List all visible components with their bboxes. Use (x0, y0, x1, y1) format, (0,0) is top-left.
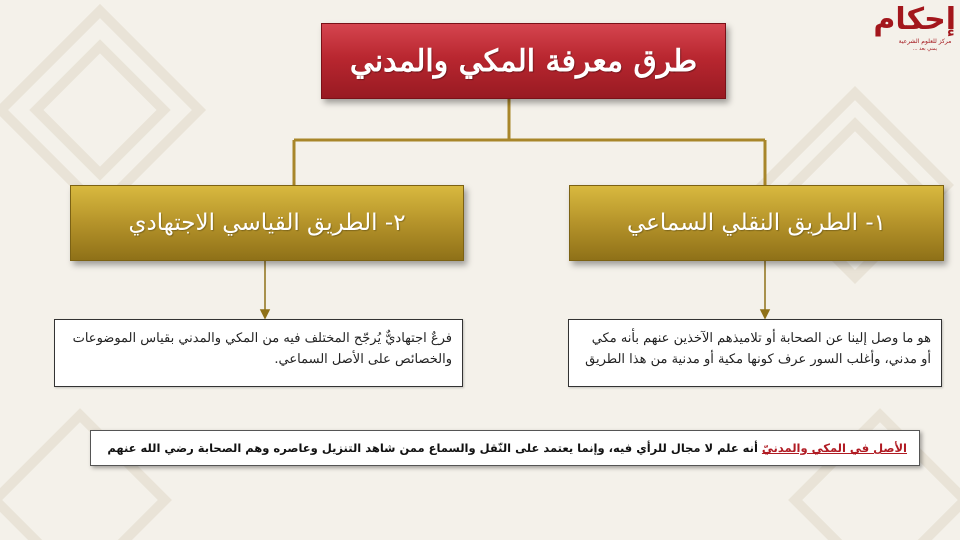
diagram-title: طرق معرفة المكي والمدني (349, 43, 698, 79)
logo-wordmark: إحكام (873, 2, 956, 37)
method-box-1 (569, 185, 944, 261)
footer-text: أنه علم لا مجال للرأي فيه، وإنما يعتمد على النّقل والسماع ممن شاهد التنزيل وعاصره وهم الصحابة رضي الله عنهم (107, 441, 758, 455)
footer-highlight: الأصل في المكي والمدنيّ (761, 441, 907, 455)
arrow-left-head (261, 310, 269, 318)
logo-subtitle: مركز للعلوم الشرعية (898, 38, 952, 45)
method-box-2 (70, 185, 464, 261)
arrow-right-head (761, 310, 769, 318)
method-label-1: ١- الطريق النقلي السماعي (627, 210, 887, 236)
method-description-1: هو ما وصل إلينا عن الصحابة أو تلاميذهم الآخذين عنهم بأنه مكي أو مدني، وأغلب السور عرف كونها مكية أو مدنية من هذا الطريق (568, 319, 942, 387)
method-label-2: ٢- الطريق القياسي الاجتهادي (128, 210, 406, 236)
logo-subtitle-secondary: يمني بعد ... (912, 46, 938, 52)
footer-principle-bar (90, 430, 920, 466)
method-description-2: فرعٌ اجتهاديٌّ يُرجّح المختلف فيه من المكي والمدني بقياس الموضوعات والخصائص على الأصل السماعي. (54, 319, 463, 387)
diagram-title-box (321, 23, 726, 99)
